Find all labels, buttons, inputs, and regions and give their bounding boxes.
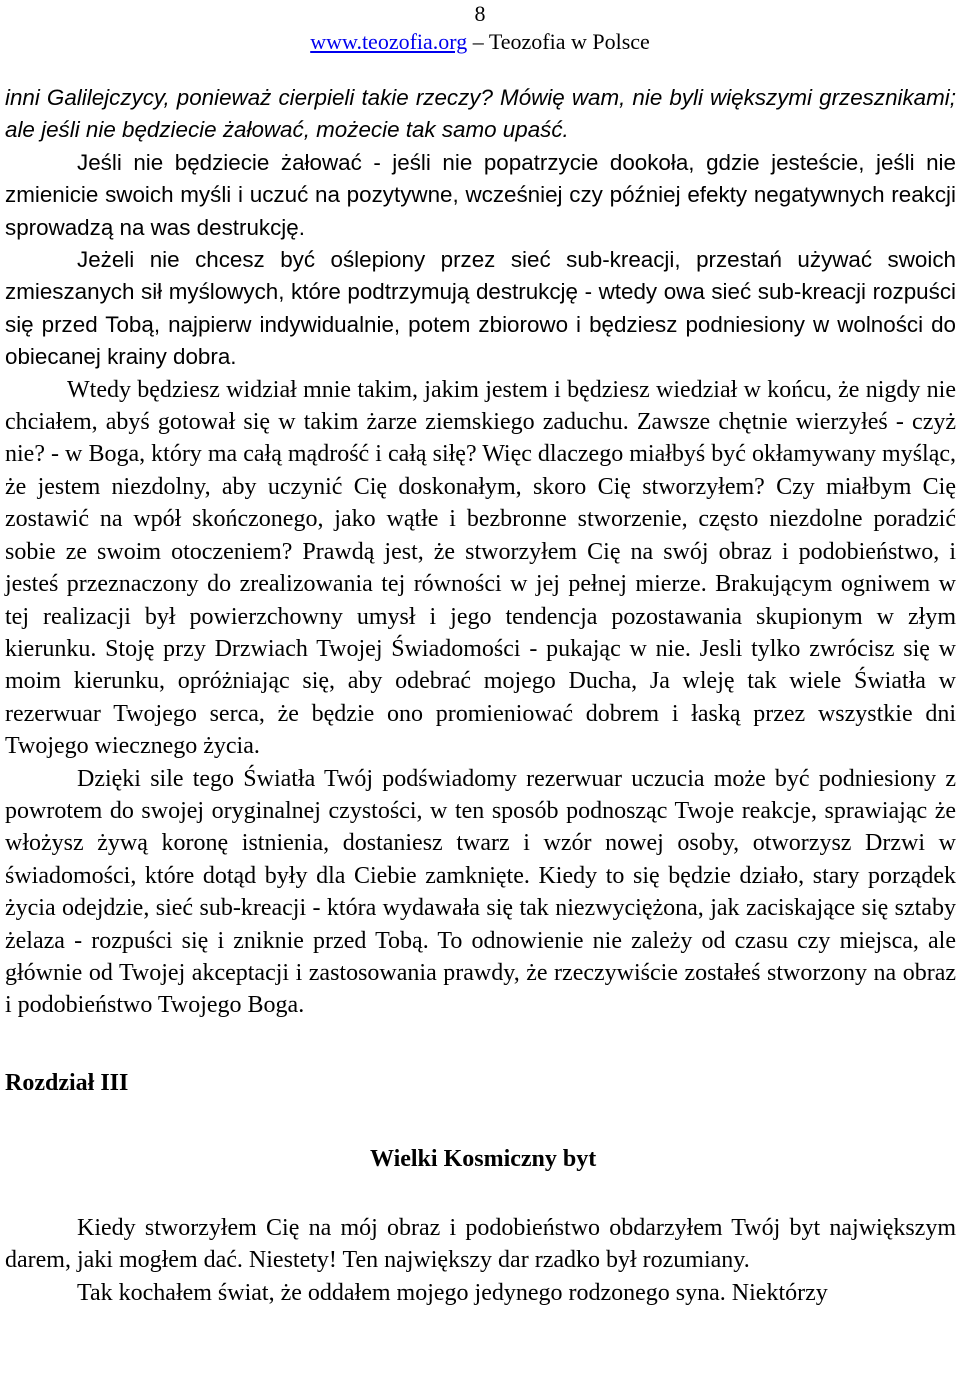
paragraph: Dzięki sile tego Światła Twój podświadomy rezerwuar uczucia może być podniesiony z powrotem do swojej oryginalnej czystości, w ten sposób podnosząc Twoje reakcje, sprawiając że włożysz żywą koronę istnienia, dostaniesz twarz i wzór nowej osoby, otworzysz Drzwi w świadomości, które dotąd były dla Ciebie zamknięte. Kiedy to się będzie działo, stary porządek życia odejdzie, sieć sub-kreacji - która wydawała się tak niezwyciężona, jak zaciskające się sztaby żelaza - rozpuści się i zniknie przed Tobą. To odnowienie nie zależy od czasu czy miejsca, ale głównie od Twojej akceptacji i zastosowania prawdy, że rzeczywiście zostałeś stworzony na obraz i podobieństwo Twojego Boga. [5,765,956,1019]
paragraph: Wtedy będziesz widział mnie takim, jakim jestem i będziesz wiedział w końcu, że nigdy nie chciałem, abyś gotował się w takim żarze ziemskiego zaduchu. Zawsze chętnie wierzyłeś - czyż nie? - w Boga, który ma całą mądrość i całą siłę? Więc dlaczego miałbyś być okłamywany myśląc, że jestem niezdolny, aby uczynić Cię doskonałym, skoro Cię stworzyłem? Czy miałbym Cię zostawić na wpół skończonego, jako wątłe i bezbronne stworzenie, często niezdolne poradzić sobie ze swoim otoczeniem? Prawdą jest, że stworzyłem Cię na swój obraz i podobieństwo, i jesteś przeznaczony do zrealizowania tej równości w jej pełnej mierze. Brakującym ogniwem w tej realizacji był powierzchowny umysł i jego tendencja pozostawania skupionym w złym kierunku. Stoję przy Drzwiach Twojej Świadomości - pukając w nie. Jesli tylko zwrócisz się w moim kierunku, opróżniając się, aby odebrać mojego Ducha, Ja wleję tak wiele Światła w rezerwuar Twojego serca, że będzie ono promieniować dobrem i łaską przez wszystkie dni Twojego wiecznego życia. [5,376,956,760]
site-title: – Teozofia w Polsce [467,29,650,54]
paragraph: Jeśli nie będziecie żałować - jeśli nie popatrzycie dookoła, gdzie jesteście, jeśli nie zmienicie swoich myśli i uczuć na pozytywne, wcześniej czy później efekty negatywnych reakcji sprowadzą na was destrukcję. [5,149,956,240]
paragraph: Jeżeli nie chcesz być oślepiony przez sieć sub-kreacji, przestań używać swoich zmieszanych sił myślowych, które podtrzymują destrukcję - wtedy owa sieć sub-kreacji rozpuści się przed Tobą, najpierw indywidualnie, potem zbiorowo i będziesz podniesiony w wolności do obiecanej krainy dobra. [5,247,956,370]
paragraph: Kiedy stworzyłem Cię na mój obraz i podobieństwo obdarzyłem Twój byt największym darem, jaki mogłem dać. Niestety! Ten największy dar rzadko był rozumiany. [5,1214,956,1274]
paragraph: Tak kochałem świat, że oddałem mojego jedynego rodzonego syna. Niektórzy [77,1279,828,1306]
chapter-heading: Rozdział III [5,1069,129,1096]
document-body [5,82,956,1309]
site-link[interactable]: www.teozofia.org [310,29,468,54]
chapter-title: Wielki Kosmiczny byt [370,1145,597,1172]
paragraph-quote: inni Galilejczycy, ponieważ cierpieli takie rzeczy? Mówię wam, nie byli większymi grzesznikami; ale jeśli nie będziecie żałować, możecie tak samo upaść. [5,85,956,143]
running-header [0,28,960,56]
page-number: 8 [474,1,486,26]
page-header [0,0,960,56]
